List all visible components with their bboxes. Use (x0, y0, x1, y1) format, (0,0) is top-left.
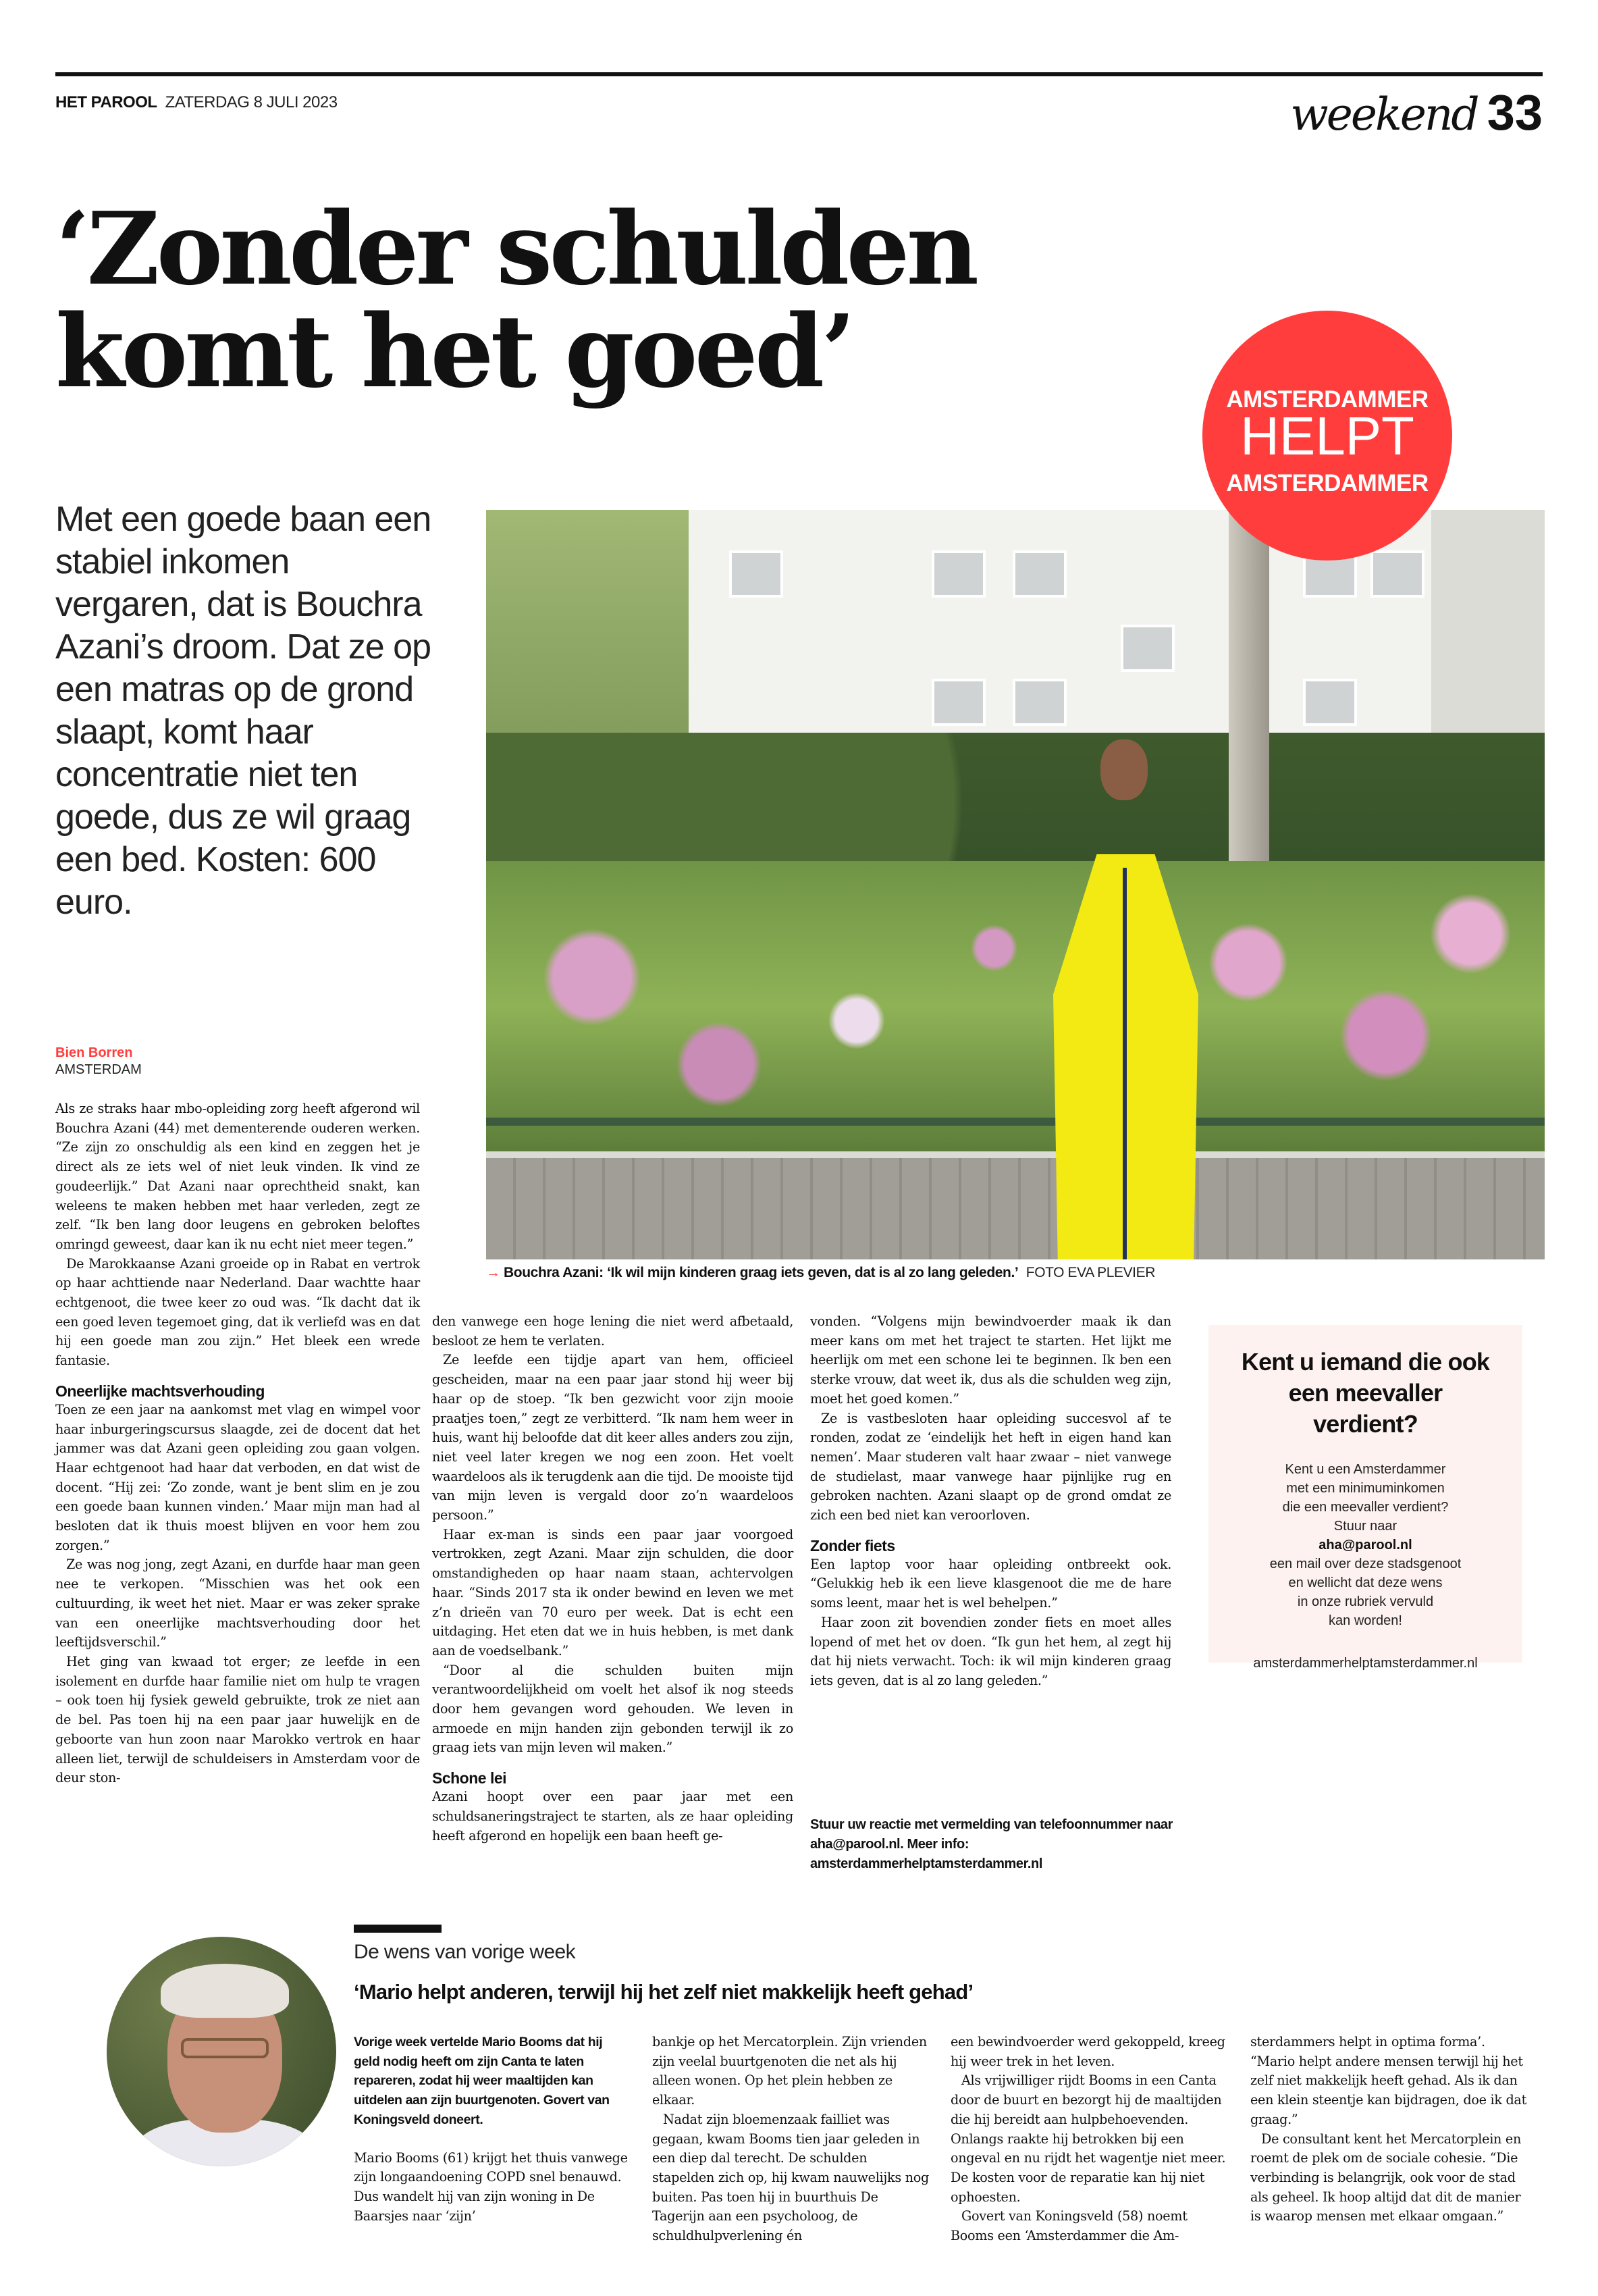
page-number: 33 (1487, 84, 1543, 140)
badge-line-3: AMSTERDAMMER (1226, 470, 1429, 496)
photo-credit: FOTO EVA PLEVIER (1026, 1265, 1155, 1280)
photo-pavement (486, 1158, 1545, 1259)
paragraph: Toen ze een jaar na aankomst met vlag en wimpel voor haar inburgeringscursus slaagde, zei de docent dat het jammer was dat Azani geen opleiding zou gaan volgen. Haar echtgenoot had haar dat verboden, en dat wist de docent. “Hij zei: ‘Zo zonde, want je bent slim en je zou een goede baan kunnen vinden.’ Maar mijn man had al besloten dat ik thuis moest blijven en voor hem zou zorgen.” (55, 1401, 420, 1553)
article-column-3 (810, 1312, 1171, 1691)
headline (55, 190, 1203, 410)
photo-caption (486, 1265, 1155, 1281)
paragraph: De Marokkaanse Azani groeide op in Rabat en vertrok op haar achttiende naar Nederland. Daar wachtte haar echtgenoot, die twee keer zo oud was. “Ik dacht dat ik een goed leven tegemoet ging, dat ik verliefd was en dat hij een goede man zou zijn.” Het bleek een wrede fantasie. (55, 1255, 420, 1369)
badge-line-1: AMSTERDAMMER (1226, 386, 1429, 413)
previous-week-column-1 (354, 2033, 631, 2226)
paragraph: Nadat zijn bloemenzaak failliet was gegaan, kwam Booms tien jaar geleden in een diep dal terecht. De schulden stapelden zich op, hij kwam nauwelijks nog buiten. Pas toen hij in buurthuis De Tagerijn aan een psycholoog, de schuldhulpverlening én (652, 2111, 929, 2244)
top-rule (55, 72, 1543, 76)
paragraph: Als vrijwilliger rijdt Booms in een Canta door de buurt en bezorgt hij de maaltijden die hij bereidt aan hulpbehoevenden. Onlangs raakte hij betrokken bij een ongeval en nu rijdt het wagentje niet meer. De kosten voor de reparatie kan hij niet ophoesten. (951, 2072, 1226, 2205)
reaction-cta: Stuur uw reactie met vermelding van telefoonnummer naar aha@parool.nl. Meer info: amsterdammerhelptamsterdammer.nl (810, 1817, 1173, 1871)
sidebox-body (1208, 1460, 1522, 1630)
paragraph: bankje op het Mercatorplein. Zijn vrienden zijn veelal buurtgenoten die net als hij alleen wonen. Op het plein hebben ze elkaar. (652, 2034, 927, 2108)
mario-booms-portrait (107, 1937, 336, 2166)
sidebox-website-link[interactable]: amsterdammerhelptamsterdammer.nl (1253, 1656, 1478, 1671)
sidebox-line: die een meevaller verdient? (1282, 1500, 1449, 1515)
photo-tree-trunk (1229, 510, 1269, 915)
paragraph: den vanwege een hoge lening die niet werd afbetaald, besloot ze hem te verlaten. (432, 1313, 793, 1349)
paragraph: De consultant kent het Mercatorplein en roemt de plek om de sociale cohesie. “Die verbinding is belangrijk, ook voor de stad als geheel. Ik hoop altijd dat dit de manier is waarop mensen met elkaar omgaan.” (1250, 2131, 1521, 2224)
sidebox-line: met een minimuminkomen (1286, 1481, 1445, 1496)
byline (55, 1045, 142, 1078)
paragraph: sterdammers helpt in optima forma’. “Mario helpt andere mensen terwijl hij het zelf niet makkelijk heeft gehad. Als ik dan een klein steentje kan bijdragen, doe ik dat graag.” (1250, 2034, 1526, 2127)
article-column-2 (432, 1312, 793, 1846)
paragraph: Het ging van kwaad tot erger; ze leefde in een isolement en durfde haar familie niet om hulp te vragen – ook toen hij fysiek geweld gebruikte, trok ze niet aan de bel. Pas toen hij na een paar jaar huwelijk en de geboorte van hun zoon naar Marokko vertrok en haar alleen liet, terwijl de schuldeisers in Amsterdam voor de deur ston- (55, 1653, 420, 1786)
sidebox-line: en wellicht dat deze wens (1288, 1575, 1443, 1590)
sidebox-line: Stuur naar (1333, 1519, 1397, 1534)
section-rule (354, 1925, 442, 1933)
sidebox-title: Kent u iemand die ook een meevaller verdient? (1241, 1348, 1490, 1438)
author-name: Bien Borren (55, 1045, 133, 1060)
sidebox-email-link[interactable]: aha@parool.nl (1319, 1538, 1412, 1553)
headline-line-1: ‘Zonder schulden (55, 190, 976, 307)
sidebox-line: Kent u een Amsterdammer (1285, 1462, 1446, 1477)
paragraph: een bewindvoerder werd gekoppeld, kreeg hij weer trek in het leven. (951, 2034, 1225, 2069)
sidebox-line: een mail over deze stadsgenoot (1269, 1557, 1462, 1571)
badge-line-2: HELPT (1240, 406, 1414, 466)
dateline: AMSTERDAM (55, 1062, 142, 1077)
previous-week-column-3 (951, 2033, 1227, 2246)
intro-paragraph: Vorige week vertelde Mario Booms dat hij geld nodig heeft om zijn Canta te laten repareren, zodat hij weer maaltijden kan uitdelen aan zijn buurtgenoten. Govert van Koningsveld doneert. (354, 2035, 610, 2127)
paragraph: Als ze straks haar mbo-opleiding zorg heeft afgerond wil Bouchra Azani (44) met dementerende ouderen werken. “Ze zijn zo onschuldig als een kind en zeggen het je direct als ze iets wel of niet leuk vinden. Ik vind ze goudeerlijk.” Dat Azani naar oprechtheid snakt, kan weleens te maken hebben met haar verleden, zegt ze zelf. “Ik ben lang door leugens en gebroken beloftes omringd geweest, daar kan ik nu echt niet meer tegen.” (55, 1101, 420, 1252)
paragraph: Een laptop voor haar opleiding ontbreekt ook. “Gelukkig heb ik een lieve klasgenoot die me de hare soms leent, maar het is wel behelpen.” (810, 1556, 1171, 1611)
paragraph: Govert van Koningsveld (58) noemt Booms een ‘Amsterdammer die Am- (951, 2208, 1188, 2244)
sidebox-line: in onze rubriek vervuld (1297, 1594, 1434, 1609)
article-photo (486, 510, 1545, 1259)
photo-hydrangeas (486, 861, 1545, 1151)
article-column-1 (55, 1099, 420, 1788)
photo-fence (486, 1118, 1545, 1126)
previous-week-headline: ‘Mario helpt anderen, terwijl hij het zelf niet makkelijk heeft gehad’ (354, 1980, 974, 2004)
photo-woman-yellow-dress (1053, 854, 1198, 1259)
paragraph: Haar ex-man is sinds een paar jaar voorgoed vertrokken, zegt Azani. Maar zijn schulden, die door omstandigheden op haar naam staan, achtervolgen haar. “Sinds 2017 sta ik onder bewind en leven we met z’n drieën van 70 euro per week. Dat is echt een uitdaging. Het eten dat we in huis hebben, is met dank aan de voedselbank.” (432, 1526, 793, 1659)
subheading: Schone lei (432, 1769, 507, 1788)
section-header (1290, 84, 1543, 141)
issue-date: ZATERDAG 8 JULI 2023 (165, 93, 338, 111)
previous-week-kicker: De wens van vorige week (354, 1941, 576, 1963)
sidebox-line: kan worden! (1329, 1613, 1402, 1628)
paragraph: “Door al die schulden buiten mijn verantwoordelijkheid om voelt het alsof ik nog steeds door hem gevangen word gehouden. We leven in armoede en mijn handen zijn gebonden terwijl ik zo graag iets van mijn leven wil maken.” (432, 1662, 793, 1756)
call-to-action-box (1208, 1325, 1522, 1671)
paragraph: Azani hoopt over een paar jaar met een schuldsaneringstraject te starten, als ze haar opleiding heeft afgerond en hopelijk een baan heeft ge- (432, 1789, 793, 1844)
paragraph: Mario Booms (61) krijgt het thuis vanwege zijn longaandoening COPD snel benauwd. Dus wandelt hij van zijn woning in De Baarsjes naar ‘zijn’ (354, 2149, 628, 2224)
headline-line-2: komt het goed’ (55, 292, 853, 410)
previous-week-column-2 (652, 2033, 929, 2246)
section-name: weekend (1290, 88, 1478, 140)
paragraph: Ze is vastbesloten haar opleiding succesvol af te ronden, zodat ze ‘eindelijk het heft in eigen hand kan nemen’. Maar studeren valt haar zwaar – niet vanwege de studielast, maar vanwege haar pijnlijke rug en gebroken nachten. Azani slaapt op de grond omdat ze zich een bed niet kan veroorloven. (810, 1410, 1171, 1523)
previous-week-column-4 (1250, 2033, 1527, 2226)
subheading: Zonder fiets (810, 1536, 895, 1555)
amsterdammer-helpt-badge (1202, 311, 1452, 560)
arrow-right-icon: → (486, 1265, 500, 1280)
paragraph: Ze was nog jong, zegt Azani, en durfde haar man geen nee te verkopen. “Misschien was het ook een cultuurding, ik weet het niet. Maar er was zeker sprake van een oneerlijke machtsverhouding door het leeftijdsverschil.” (55, 1557, 420, 1650)
paragraph: Haar zoon zit bovendien zonder fiets en moet alles lopend of met het ov doen. “Ik gun het hem, al zegt hij dat hij niets verwacht. Toch: ik wil mijn kinderen graag iets geven, dat is al zo lang geleden.” (810, 1614, 1171, 1688)
paragraph: vonden. “Volgens mijn bewindvoerder maak ik dan meer kans om met het traject te starten. Het lijkt me heerlijk om met een schone lei te beginnen. Ik ben een sterke vrouw, dat weet ik, dus als die schulden weg zijn, moet het goed komen.” (810, 1313, 1171, 1407)
subheading: Oneerlijke machtsverhouding (55, 1382, 265, 1400)
lead-paragraph: Met een goede baan een stabiel inkomen vergaren, dat is Bouchra Azani’s droom. Dat ze op een matras op de grond slaapt, komt haar concentratie niet ten goede, dus ze wil graag een bed. Kosten: 600 euro. (55, 500, 431, 922)
masthead (55, 93, 338, 112)
paragraph: Ze leefde een tijdje apart van hem, officieel gescheiden, maar na een paar jaar stond hij weer bij haar op de stoep. “Ik ben gezwicht voor zijn mooie praatjes toen,” zegt ze verbitterd. “Ik nam hem weer in huis, want hij beloofde dat dit keer alles anders zou zijn, niet veel later kregen we nog een zoon. Het voelt waardeloos als ik terugdenk aan die tijd. De mooiste tijd van mijn leven is vergald door zo’n waardeloos persoon.” (432, 1352, 793, 1523)
paper-name: HET PAROOL (55, 93, 157, 111)
caption-text: Bouchra Azani: ‘Ik wil mijn kinderen graag iets geven, dat is al zo lang geleden.’ (504, 1265, 1019, 1280)
